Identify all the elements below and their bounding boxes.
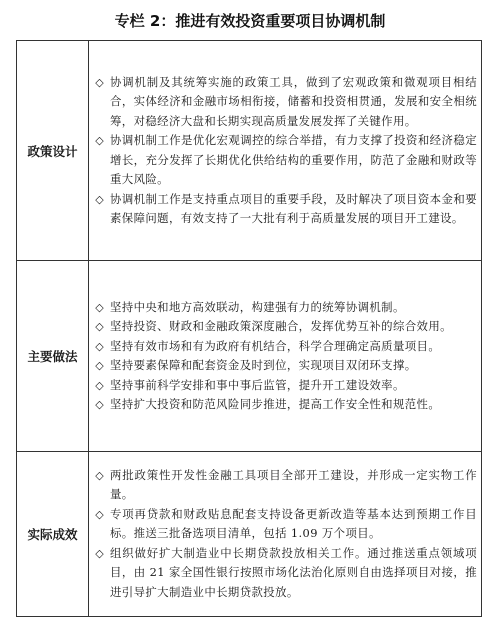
- list-item: [89, 395, 477, 415]
- item-text: 协调机制及其统筹实施的政策工具，做到了宏观政策和微观项目相结合，实体经济和金融市场相衔接，储蓄和投资相贯通，发展和安全相统筹，对稳经济大盘和长期实现高质量发展发挥了关键作用。: [110, 74, 477, 128]
- table-row: [17, 452, 482, 617]
- diamond-bullet-icon: ◇: [95, 507, 104, 521]
- diamond-bullet-icon: ◇: [95, 398, 104, 411]
- item-text: 协调机制工作是优化宏观调控的综合举措，有力支撑了投资和经济稳定增长，充分发挥了长期优化供给结构的重要作用，防范了金融和财政等重大风险。: [110, 133, 477, 186]
- table-row: [17, 261, 482, 452]
- diamond-bullet-icon: ◇: [95, 134, 104, 147]
- list-item: [89, 73, 477, 132]
- section-label: 实际成效: [17, 452, 89, 617]
- diamond-bullet-icon: ◇: [95, 468, 104, 482]
- list-item: [89, 544, 477, 603]
- section-label: 主要做法: [17, 261, 89, 452]
- item-text: 协调机制工作是支持重点项目的重要手段，及时解决了项目资本金和要素保障问题，有效支持了一大批有利于高质量发展的项目开工建设。: [110, 191, 477, 225]
- section-content: [89, 452, 482, 617]
- list-item: [89, 337, 477, 357]
- item-text: 两批政策性开发性金融工具项目全部开工建设，并形成一定实物工作量。: [110, 467, 477, 502]
- section-content: [89, 41, 482, 261]
- list-item: [89, 298, 477, 318]
- diamond-bullet-icon: ◇: [95, 300, 104, 314]
- list-item: [89, 131, 477, 190]
- list-item: [89, 190, 477, 229]
- diamond-bullet-icon: ◇: [95, 192, 104, 206]
- list-item: [89, 505, 477, 544]
- section-label: 政策设计: [17, 41, 89, 261]
- diamond-bullet-icon: ◇: [95, 320, 104, 333]
- info-table: [16, 40, 482, 617]
- item-text: 坚持事前科学安排和事中事后监管，提升开工建设效率。: [110, 377, 405, 392]
- table-row: [17, 41, 482, 261]
- item-text: 坚持要素保障和配套资金及时到位，实现项目双闭环支撑。: [110, 358, 417, 372]
- diamond-bullet-icon: ◇: [95, 339, 104, 353]
- page-title: 专栏 2：推进有效投资重要项目协调机制: [114, 12, 386, 30]
- list-item: [89, 466, 477, 505]
- diamond-bullet-icon: ◇: [95, 75, 104, 89]
- item-text: 坚持扩大投资和防范风险同步推进，提高工作安全性和规范性。: [110, 397, 441, 411]
- item-text: 坚持中央和地方高效联动，构建强有力的统筹协调机制。: [110, 299, 405, 314]
- item-text: 坚持有效市场和有为政府有机结合，科学合理确定高质量项目。: [110, 338, 441, 353]
- diamond-bullet-icon: ◇: [95, 546, 104, 560]
- item-text: 专项再贷款和财政贴息配套支持设备更新改造等基本达到预期工作目标。推送三批备选项目清单，包括 1.09 万个项目。: [110, 506, 477, 541]
- list-item: [89, 356, 477, 376]
- list-item: [89, 376, 477, 396]
- item-text: 组织做好扩大制造业中长期贷款投放相关工作。通过推送重点领域项目，由 21 家全国性银行按照市场化法治化原则自由选择项目对接，推进引导扩大制造业中长期贷款投放。: [110, 545, 477, 599]
- diamond-bullet-icon: ◇: [95, 359, 104, 372]
- section-content: [89, 261, 482, 452]
- diamond-bullet-icon: ◇: [95, 378, 104, 392]
- item-text: 坚持投资、财政和金融政策深度融合，发挥优势互补的综合效用。: [110, 319, 452, 333]
- list-item: [89, 317, 477, 337]
